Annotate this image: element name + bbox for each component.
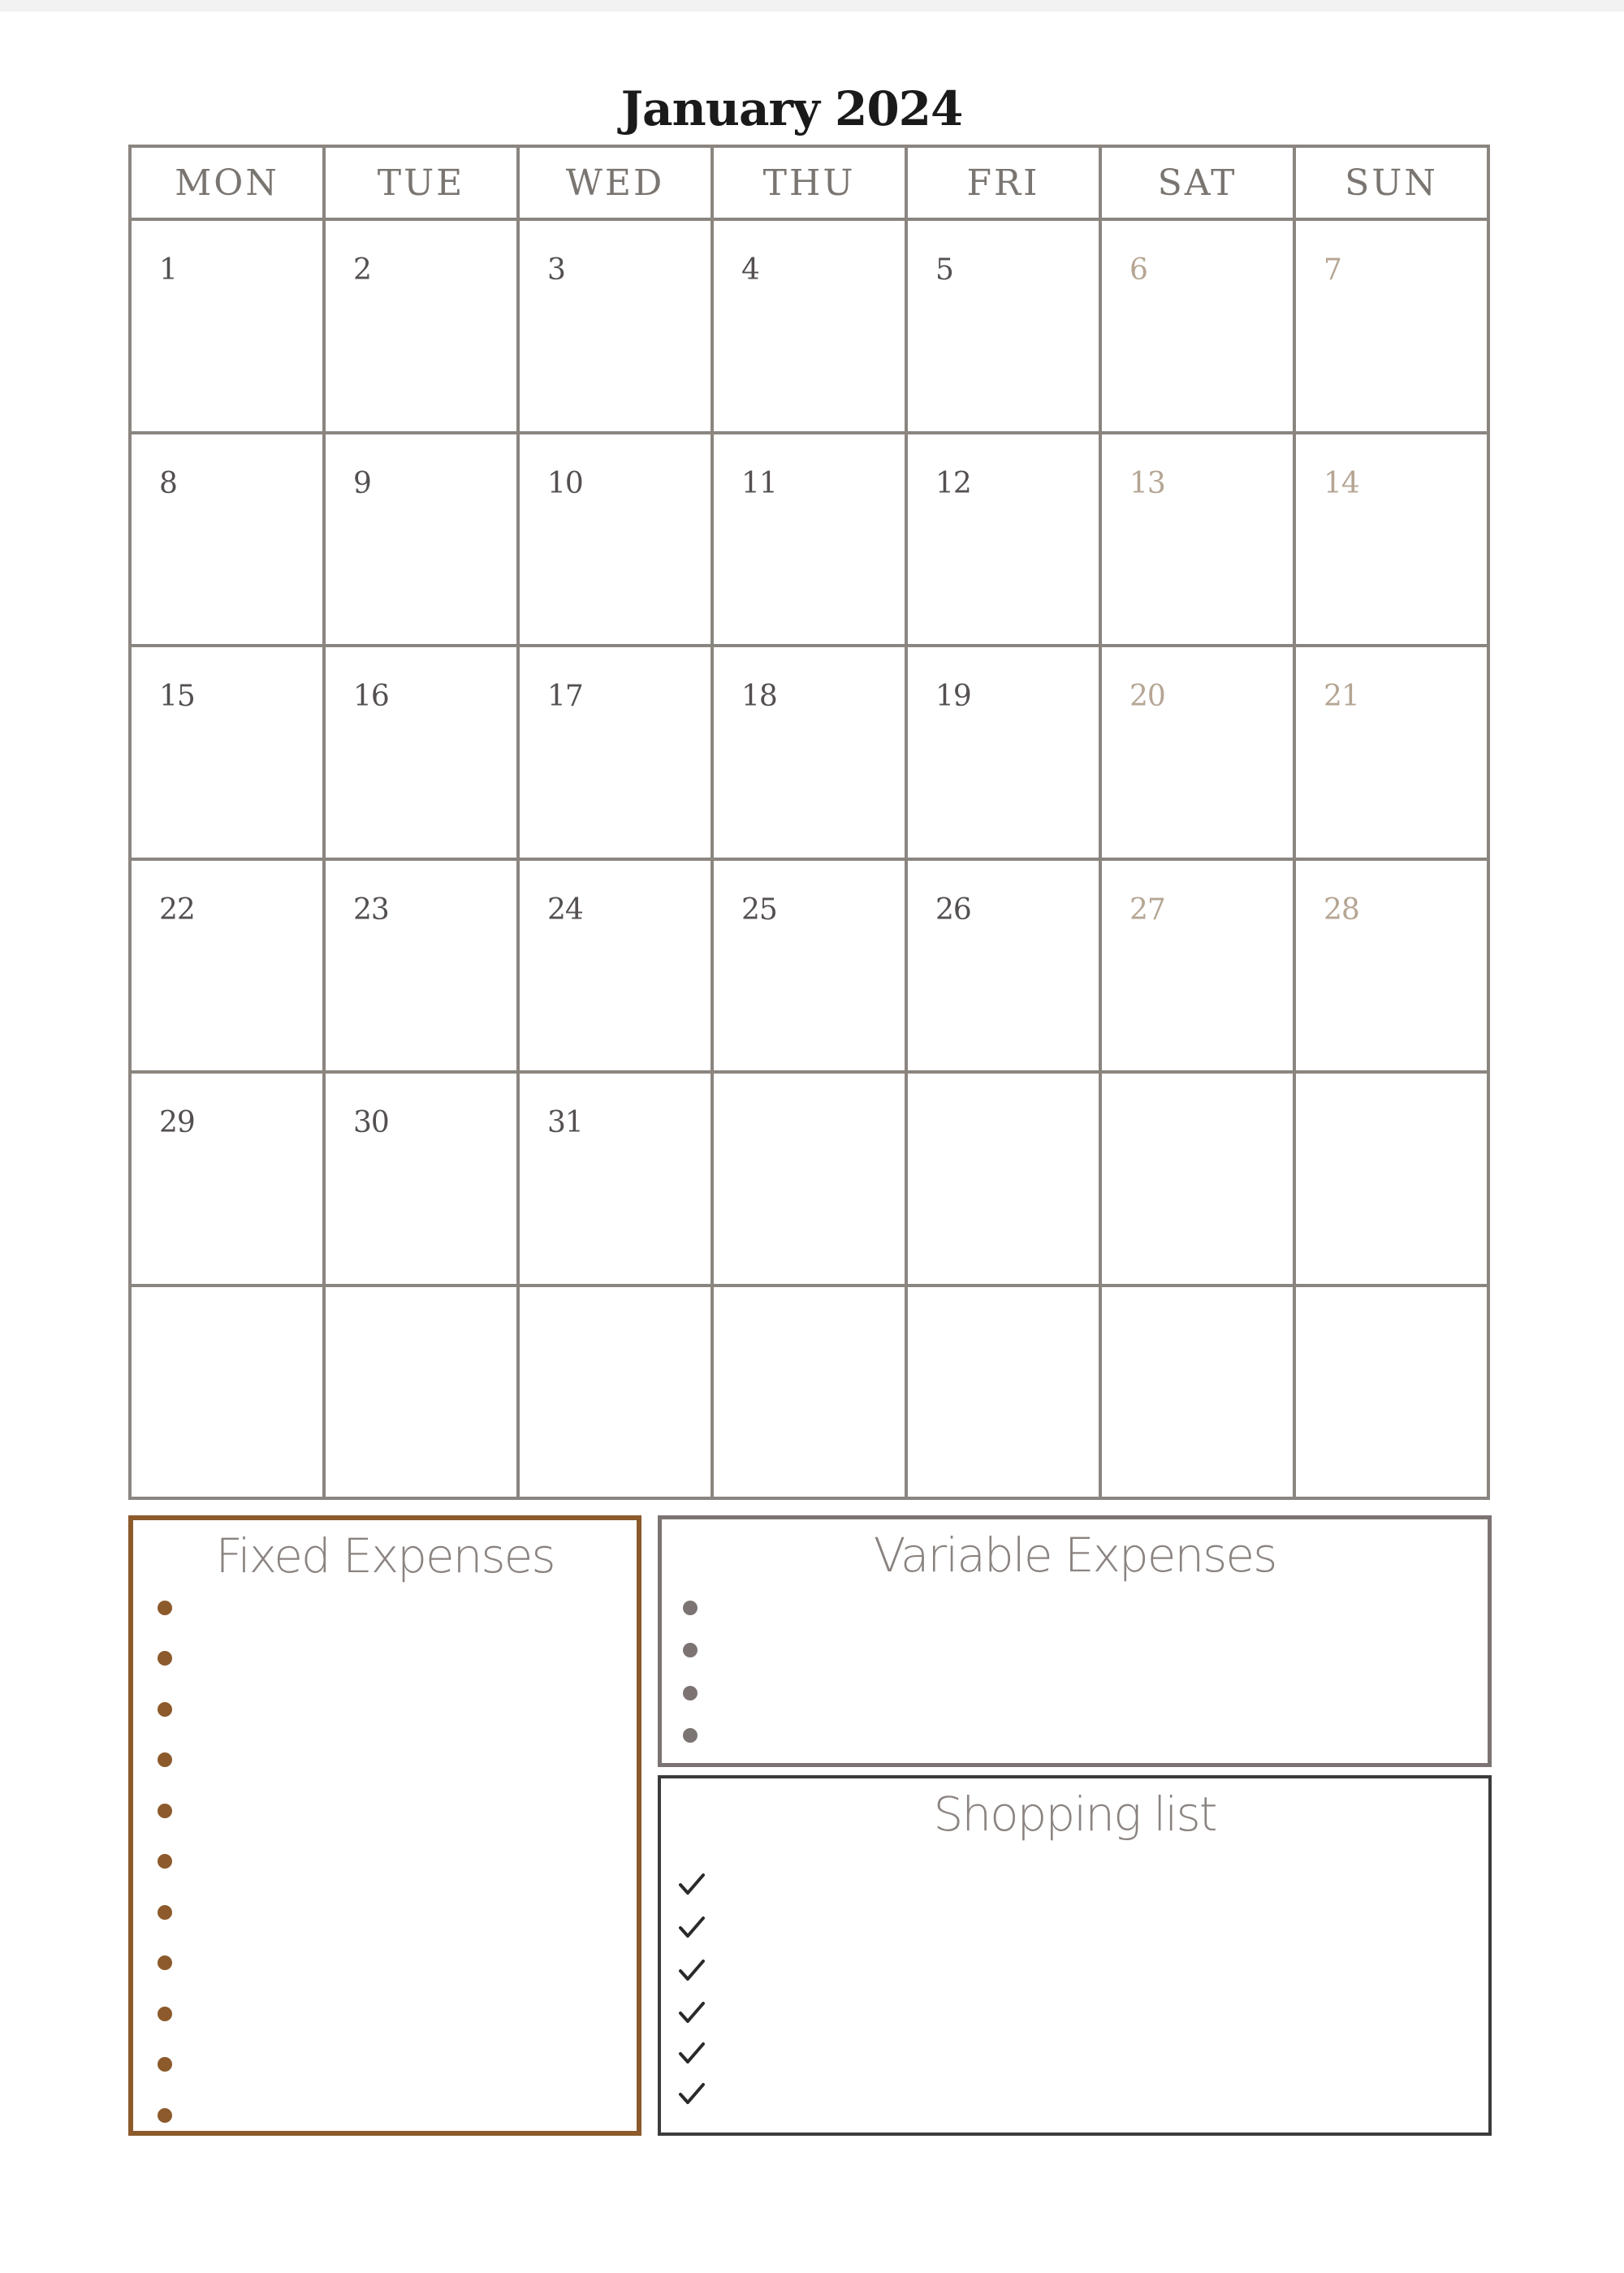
day-number: 4 xyxy=(741,253,759,287)
day-cell[interactable] xyxy=(906,433,1100,646)
day-number: 25 xyxy=(741,892,777,927)
weekday-wed: WED xyxy=(518,146,712,219)
day-number: 26 xyxy=(935,892,971,927)
day-number: 16 xyxy=(353,680,389,713)
fixed-expenses-box[interactable] xyxy=(128,1515,641,2136)
day-number: 19 xyxy=(935,680,971,713)
day-number: 3 xyxy=(547,253,565,287)
page-title: January 2024 xyxy=(620,81,963,136)
day-number xyxy=(714,1074,905,1106)
day-cell[interactable] xyxy=(518,1286,712,1499)
day-cell[interactable] xyxy=(518,859,712,1073)
bullet-icon xyxy=(683,1601,698,1615)
day-cell[interactable] xyxy=(324,646,518,859)
day-cell[interactable] xyxy=(1100,646,1294,859)
checkmark-icon xyxy=(676,1996,708,2029)
day-number: 12 xyxy=(935,466,971,500)
weekday-thu: THU xyxy=(712,146,906,219)
day-cell[interactable] xyxy=(324,219,518,433)
calendar-grid xyxy=(128,145,1490,1500)
day-cell[interactable] xyxy=(906,859,1100,1073)
weekday-header-row xyxy=(130,146,1488,219)
day-number xyxy=(132,1287,322,1320)
week-row-4 xyxy=(130,859,1488,1073)
bullet-icon xyxy=(158,2108,172,2123)
bullet-icon xyxy=(158,1601,172,1615)
weekday-sat: SAT xyxy=(1100,146,1294,219)
day-number: 28 xyxy=(1324,892,1359,927)
day-number: 8 xyxy=(159,466,177,500)
day-number: 5 xyxy=(935,253,953,287)
top-band xyxy=(0,0,1624,11)
day-cell[interactable] xyxy=(1294,219,1488,433)
day-cell[interactable] xyxy=(906,219,1100,433)
weekday-tue: TUE xyxy=(324,146,518,219)
week-row-6 xyxy=(130,1286,1488,1499)
day-cell[interactable] xyxy=(712,859,906,1073)
day-cell[interactable] xyxy=(130,219,324,433)
day-number: 18 xyxy=(741,680,777,713)
week-row-2 xyxy=(130,433,1488,646)
day-number xyxy=(1296,1287,1487,1320)
day-number: 22 xyxy=(159,892,195,927)
day-cell[interactable] xyxy=(324,433,518,646)
fixed-expenses-title: Fixed Expenses xyxy=(215,1528,555,1584)
day-cell[interactable] xyxy=(518,1072,712,1286)
checkmark-icon xyxy=(676,1868,708,1900)
shopping-list-title: Shopping list xyxy=(933,1787,1216,1842)
bullet-icon xyxy=(683,1728,698,1743)
day-cell[interactable] xyxy=(130,1072,324,1286)
day-number: 1 xyxy=(159,253,177,287)
day-number: 27 xyxy=(1129,892,1165,927)
variable-expenses-title: Variable Expenses xyxy=(873,1528,1276,1583)
day-number xyxy=(520,1287,710,1320)
day-cell[interactable] xyxy=(518,433,712,646)
checkmark-icon xyxy=(676,2077,708,2110)
day-cell[interactable] xyxy=(518,219,712,433)
week-row-1 xyxy=(130,219,1488,433)
weekday-sun: SUN xyxy=(1294,146,1488,219)
checkmark-icon xyxy=(676,2037,708,2069)
day-cell[interactable] xyxy=(712,1072,906,1286)
day-number: 13 xyxy=(1129,466,1165,500)
day-cell[interactable] xyxy=(712,1286,906,1499)
day-number: 23 xyxy=(353,892,389,927)
day-number: 20 xyxy=(1129,680,1165,713)
week-row-5 xyxy=(130,1072,1488,1286)
day-number: 15 xyxy=(159,680,195,713)
day-cell[interactable] xyxy=(712,219,906,433)
day-number: 29 xyxy=(159,1106,195,1139)
day-number: 17 xyxy=(547,680,583,713)
day-cell[interactable] xyxy=(1100,859,1294,1073)
bullet-icon xyxy=(158,1752,172,1767)
weekday-mon: MON xyxy=(130,146,324,219)
bullet-icon xyxy=(158,1702,172,1717)
day-number xyxy=(1296,1074,1487,1106)
day-cell[interactable] xyxy=(1100,219,1294,433)
day-cell[interactable] xyxy=(518,646,712,859)
day-number: 21 xyxy=(1324,680,1359,713)
checkmark-icon xyxy=(676,1954,708,1986)
day-number: 11 xyxy=(741,466,777,500)
bullet-icon xyxy=(158,1905,172,1920)
bullet-icon xyxy=(158,2057,172,2072)
day-number xyxy=(1102,1287,1293,1320)
day-cell[interactable] xyxy=(1294,1072,1488,1286)
bullet-icon xyxy=(158,2007,172,2021)
day-number: 30 xyxy=(353,1106,389,1139)
bullet-icon xyxy=(158,1651,172,1666)
bullet-icon xyxy=(158,1955,172,1970)
day-number xyxy=(326,1287,516,1320)
day-cell[interactable] xyxy=(1100,1072,1294,1286)
checkmark-icon xyxy=(676,1911,708,1943)
bullet-icon xyxy=(158,1804,172,1818)
day-number: 6 xyxy=(1129,253,1147,287)
day-cell[interactable] xyxy=(324,1072,518,1286)
day-cell[interactable] xyxy=(1294,433,1488,646)
day-cell[interactable] xyxy=(324,1286,518,1499)
bullet-icon xyxy=(158,1854,172,1869)
day-cell[interactable] xyxy=(1294,646,1488,859)
day-cell[interactable] xyxy=(130,1286,324,1499)
day-cell[interactable] xyxy=(1294,859,1488,1073)
day-cell[interactable] xyxy=(324,859,518,1073)
day-number: 10 xyxy=(547,466,583,500)
bullet-icon xyxy=(683,1643,698,1657)
bullet-icon xyxy=(683,1686,698,1700)
day-cell[interactable] xyxy=(906,646,1100,859)
day-number: 24 xyxy=(547,892,583,927)
day-number: 9 xyxy=(353,466,371,500)
day-cell[interactable] xyxy=(906,1072,1100,1286)
shopping-list-box[interactable] xyxy=(658,1775,1492,2136)
day-number xyxy=(1102,1074,1293,1106)
day-number xyxy=(714,1287,905,1320)
day-cell[interactable] xyxy=(130,646,324,859)
variable-expenses-box[interactable] xyxy=(658,1515,1492,1767)
week-row-3 xyxy=(130,646,1488,859)
day-number: 14 xyxy=(1324,466,1359,500)
day-number xyxy=(908,1074,1099,1106)
day-cell[interactable] xyxy=(1294,1286,1488,1499)
day-number: 31 xyxy=(547,1106,583,1139)
day-cell[interactable] xyxy=(906,1286,1100,1499)
day-cell[interactable] xyxy=(712,433,906,646)
day-cell[interactable] xyxy=(1100,433,1294,646)
day-cell[interactable] xyxy=(1100,1286,1294,1499)
day-number: 7 xyxy=(1324,253,1341,287)
day-cell[interactable] xyxy=(130,859,324,1073)
day-cell[interactable] xyxy=(130,433,324,646)
day-cell[interactable] xyxy=(712,646,906,859)
weekday-fri: FRI xyxy=(906,146,1100,219)
day-number xyxy=(908,1287,1099,1320)
day-number: 2 xyxy=(353,253,371,287)
